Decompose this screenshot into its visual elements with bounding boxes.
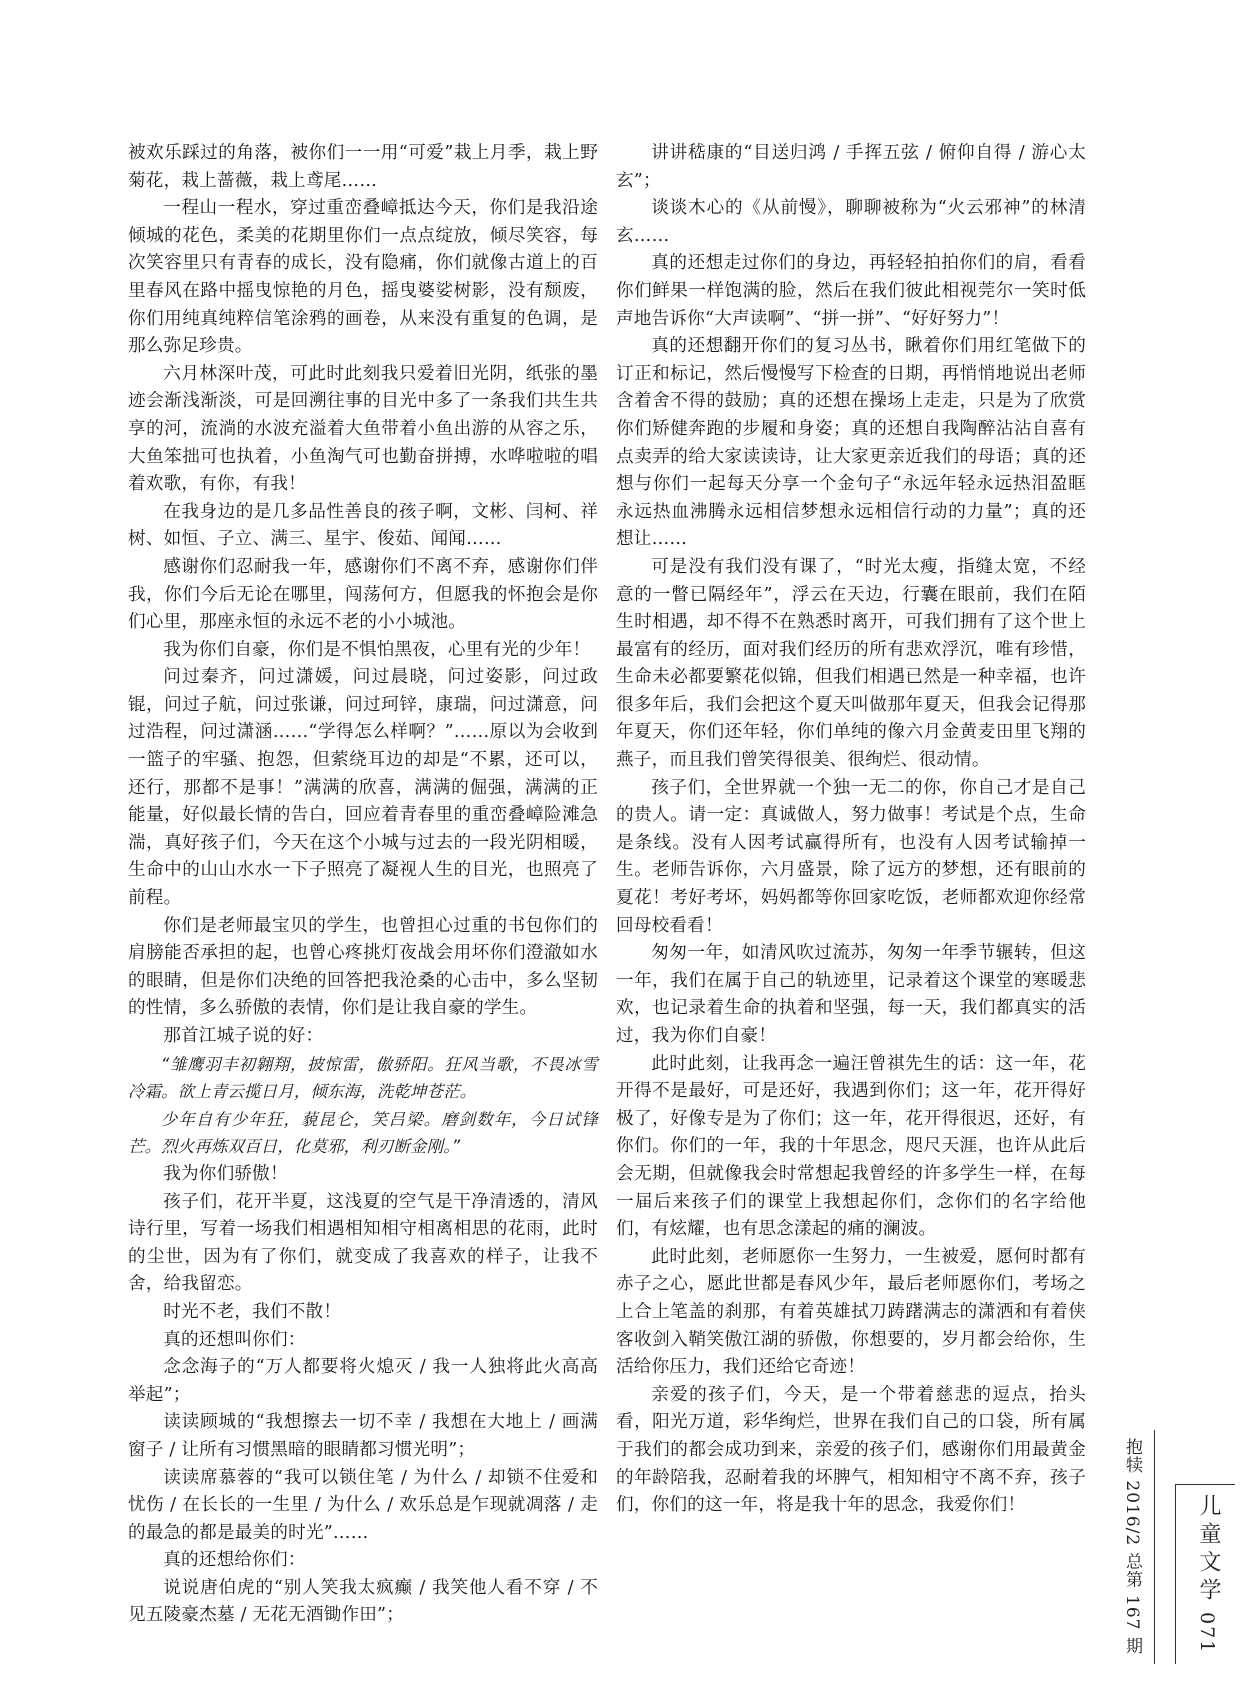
sidebar-divider	[1175, 1484, 1176, 1664]
paragraph: 六月林深叶茂，可此时此刻我只爱着旧光阴，纸张的墨迹会渐浅渐淡，可是回溯往事的目光中多了一条我们共生共享的河，流淌的水波充溢着大鱼带着小鱼出游的从容之乐，大鱼笨拙可也执着，小鱼淘气可也勤奋拼搏，水哗啦啦的唱着欢歌，有你，有我！	[128, 363, 598, 495]
paragraph: 一程山一程水，穿过重峦叠嶂抵达今天，你们是我沿途倾城的花色，柔美的花期里你们一点点绽放，倾尽笑容，每次笑容里只有青春的成长，没有隐痛，你们就像古道上的百里春风在路中摇曳惊艳的月色，摇曳婆娑树影，没有颓废，你们用纯真纯粹信笔涂鸦的画卷，从来没有重复的色调，是那么弥足珍贵。	[128, 198, 598, 357]
paragraph: 谈谈木心的《从前慢》，聊聊被称为“火云邪神”的林清玄……	[616, 198, 1086, 246]
article-right-column	[616, 140, 1086, 1520]
paragraph: 你们是老师最宝贝的学生，也曾担心过重的书包你们的肩膀能否承担的起，也曾心疼挑灯夜战会用坏你们澄澈如水的眼睛，但是你们决绝的回答把我沧桑的心击中，多么坚韧的性情，多么骄傲的表情，你们是让我自豪的学生。	[128, 915, 598, 1019]
journal-issue-info: 抱犊 2016/2 总第 167 期	[1122, 1438, 1142, 1655]
page-number: 071	[1196, 1612, 1218, 1655]
paragraph: 念念海子的“万人都要将火熄灭 / 我一人独将此火高高举起”；	[128, 1357, 598, 1405]
journal-section-name: 儿童文学	[1196, 1494, 1221, 1606]
paragraph: 在我身边的是几多品性善良的孩子啊，文彬、闫柯、祥树、如恒、子立、满三、星宇、俊茹、闻闻……	[128, 501, 598, 550]
paragraph: 真的还想给你们：	[163, 1550, 306, 1571]
paragraph: 亲爱的孩子们，今天，是一个带着慈悲的逗点，抬头看，阳光万道，彩华绚烂，世界在我们自己的口袋，所有属于我们的都会成功到来，亲爱的孩子们，感谢你们用最黄金的年龄陪我，忍耐着我的坏脾气，相知相守不离不弃，孩子们，你们的这一年，将是我十年的思念，我爱你们！	[616, 1384, 1086, 1516]
sidebar-divider	[1175, 1484, 1235, 1485]
paragraph: 感谢你们忍耐我一年，感谢你们不离不弃，感谢你们伴我，你们今后无论在哪里，闯荡何方，但愿我的怀抱会是你们心里，那座永恒的永远不老的小小城池。	[128, 556, 598, 633]
paragraph: 真的还想翻开你们的复习丛书，瞅着你们用红笔做下的订正和标记，然后慢慢写下检查的日期，再悄悄地说出老师含着舍不得的鼓励；真的还想在操场上走走，只是为了欣赏你们矫健奔跑的步履和身姿；真的还想自我陶醉沾沾自喜有点卖弄的给大家读读诗，让大家更亲近我们的母语；真的还想与你们一起每天分享一个金句子“永远年轻永远热泪盈眶永远热血沸腾永远相信梦想永远相信行动的力量”；真的还想让……	[616, 336, 1086, 550]
paragraph: 少年自有少年狂，藐昆仑，笑吕梁。磨剑数年，今日试锋芒。烈火再炼双百日，化莫邪，利刃断金刚。”	[128, 1109, 598, 1157]
sidebar-divider	[1154, 1430, 1155, 1664]
paragraph: 那首江城子说的好：	[163, 1026, 324, 1046]
paragraph: 真的还想走过你们的身边，再轻轻拍拍你们的肩，看看你们鲜果一样饱满的脸，然后在我们彼此相视莞尔一笑时低声地告诉你“大声读啊”、“拼一拼”、“好好努力”！	[616, 253, 1086, 329]
paragraph: 说说唐伯虎的“别人笑我太疯癫 / 我笑他人看不穿 / 不见五陵豪杰墓 / 无花无酒锄作田”；	[128, 1577, 598, 1626]
paragraph: 我为你们自豪，你们是不惧怕黑夜，心里有光的少年！	[163, 639, 591, 660]
paragraph: 时光不老，我们不散！	[163, 1301, 342, 1322]
paragraph: 孩子们，花开半夏，这浅夏的空气是干净清透的，清风诗行里，写着一场我们相遇相知相守相离相思的花雨，此时的尘世，因为有了你们，就变成了我喜欢的样子，让我不舍，给我留恋。	[128, 1191, 598, 1295]
paragraph: 讲讲嵇康的“目送归鸿 / 手挥五弦 / 俯仰自得 / 游心太玄”；	[616, 143, 1086, 191]
article-left-column	[128, 140, 598, 1630]
paragraph: 读读顾城的“我想擦去一切不幸 / 我想在大地上 / 画满窗子 / 让所有习惯黑暗的眼睛都习惯光明”；	[128, 1412, 598, 1460]
paragraph: 可是没有我们没有课了，“时光太瘦，指缝太宽，不经意的一瞥已隔经年”，浮云在天边，行囊在眼前，我们在陌生时相遇，却不得不在熟悉时离开，可我们拥有了这个世上最富有的经历，面对我们经历的所有悲欢浮沉，唯有珍惜，生命未必都要繁花似锦，但我们相遇已然是一种幸福，也许很多年后，我们会把这个夏天叫做那年夏天，但我会记得那年夏天，你们还年轻，你们单纯的像六月金黄麦田里飞翔的燕子，而且我们曾笑得很美、很绚烂、很动情。	[616, 556, 1086, 771]
paragraph: “雏鹰羽丰初翱翔，披惊雷，傲骄阳。狂风当歌，不畏冰雪冷霜。欲上青云揽日月，倾东海，洗乾坤苍茫。	[128, 1054, 598, 1102]
paragraph: 读读席慕蓉的“我可以锁住笔 / 为什么 / 却锁不住爱和忧伤 / 在长长的一生里 / 为什么 / 欢乐总是乍现就凋落 / 走的最急的都是最美的时光”……	[128, 1467, 598, 1543]
paragraph: 此时此刻，老师愿你一生努力，一生被爱，愿何时都有赤子之心，愿此世都是春风少年，最后老师愿你们，考场之上合上笔盖的刹那，有着英雄拭刀踌躇满志的潇洒和有着侠客收剑入鞘笑傲江湖的骄傲，你想要的，岁月都会给你，生活给你压力，我们还给它奇迹！	[616, 1246, 1086, 1378]
paragraph: 真的还想叫你们：	[163, 1329, 306, 1350]
paragraph: 被欢乐踩过的角落，被你们一一用“可爱”栽上月季，栽上野菊花，栽上蔷薇，栽上鸢尾……	[128, 143, 598, 191]
paragraph: 孩子们，全世界就一个独一无二的你，你自己才是自己的贵人。请一定：真诚做人，努力做事！考试是个点，生命是条线。没有人因考试赢得所有，也没有人因考试输掉一生。老师告诉你，六月盛景，除了远方的梦想，还有眼前的夏花！考好考坏，妈妈都等你回家吃饭，老师都欢迎你经常回母校看看！	[616, 777, 1086, 936]
paragraph: 问过秦齐，问过潇媛，问过晨晓，问过姿影，问过政锟，问过子航，问过张谦，问过珂锌，康瑞，问过潇意，问过浩程，问过潇涵……“学得怎么样啊？”……原以为会收到一篮子的牢骚、抱怨，但萦绕耳边的却是“不累，还可以，还行，那都不是事！”满满的欣喜，满满的倔强，满满的正能量，好似最长情的告白，回应着青春里的重峦叠嶂险滩急湍，真好孩子们，今天在这个小城与过去的一段光阴相暖，生命中的山山水水一下子照亮了凝视人生的目光，也照亮了前程。	[128, 667, 598, 909]
paragraph: 此时此刻，让我再念一遍汪曾祺先生的话：这一年，花开得不是最好，可是还好，我遇到你们；这一年，花开得好极了，好像专是为了你们；这一年，花开得很迟，还好，有你们。你们的一年，我的十年思念，咫尺天涯，也许从此后会无期，但就像我会时常想起我曾经的许多学生一样，在每一届后来孩子们的课堂上我想起你们，念你们的名字给他们，有炫耀，也有思念漾起的痛的澜波。	[616, 1053, 1086, 1240]
paragraph: 匆匆一年，如清风吹过流苏，匆匆一年季节辗转，但这一年，我们在属于自己的轨迹里，记录着这个课堂的寒暖悲欢，也记录着生命的执着和坚强，每一天，我们都真实的活过，我为你们自豪！	[616, 943, 1086, 1046]
paragraph: 我为你们骄傲！	[163, 1163, 288, 1184]
